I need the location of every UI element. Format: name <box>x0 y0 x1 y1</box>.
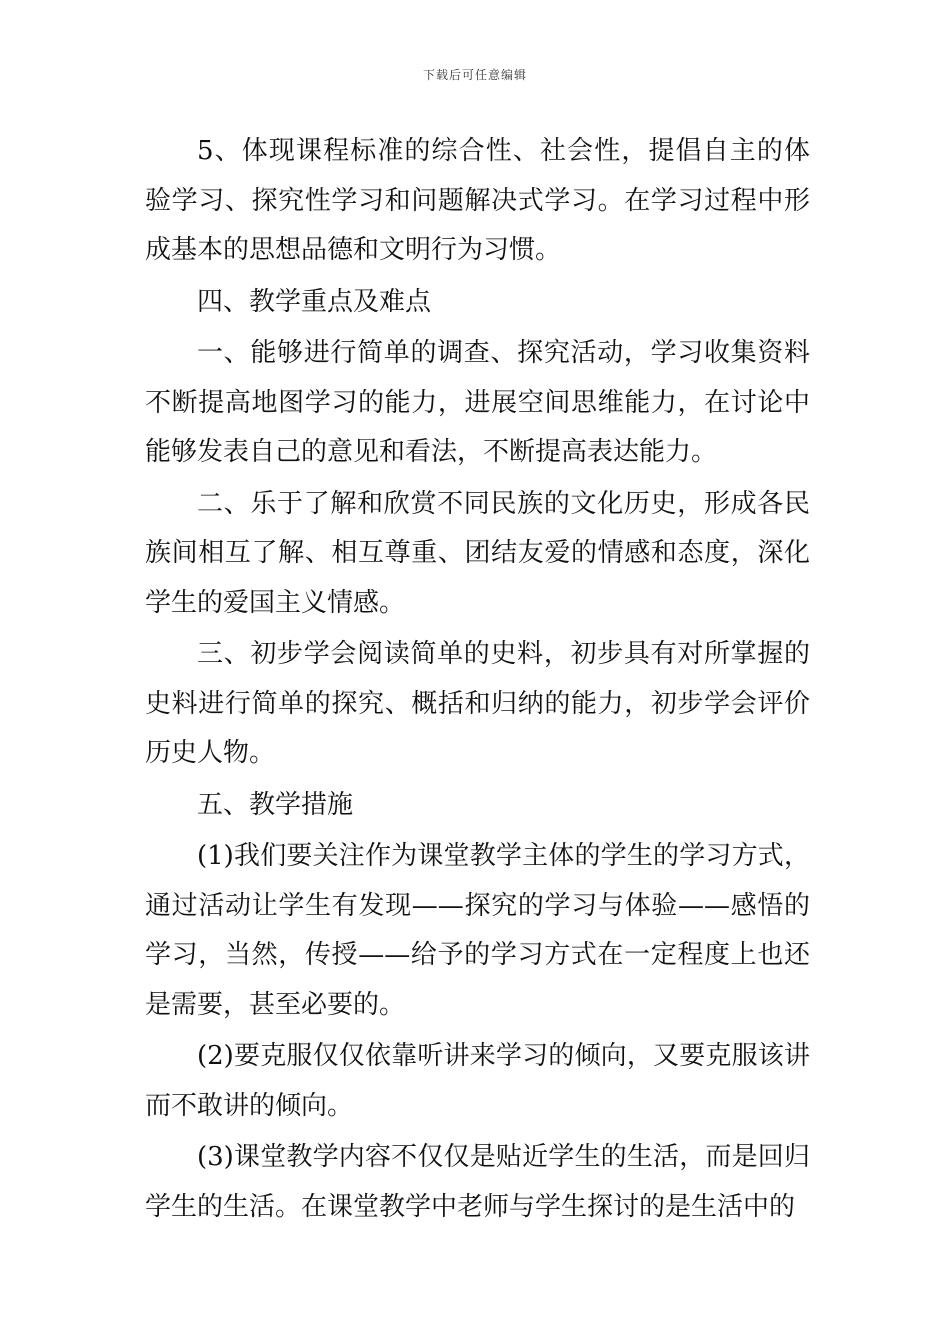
heading-key-points: 四、教学重点及难点 <box>197 286 432 317</box>
paragraph-measure-1: (1)我们要关注作为课堂教学主体的学生的学习方式，通过活动让学生有发现——探究的学习与体验——感悟的学习，当然，传授——给予的学习方式在一定程度上也还是需要，甚至必要的。 <box>145 841 810 1020</box>
paragraph-point-two: 二、乐于了解和欣赏不同民族的文化历史，形成各民族间相互了解、相互尊重、团结友爱的情感和态度，深化学生的爱国主义情感。 <box>145 488 810 618</box>
paragraph-point-one: 一、能够进行简单的调查、探究活动，学习收集资料不断提高地图学习的能力，进展空间思维能力，在讨论中能够发表自己的意见和看法，不断提高表达能力。 <box>145 338 810 467</box>
paragraph-measure-3: (3)课堂教学内容不仅仅是贴近学生的生活，而是回归学生的生活。在课堂教学中老师与学生探讨的是生活中的 <box>145 1142 810 1222</box>
paragraph-standards: 5、体现课程标准的综合性、社会性，提倡自主的体验学习、探究性学习和问题解决式学习。在学习过程中形成基本的思想品德和文明行为习惯。 <box>145 136 810 265</box>
paragraph-point-three: 三、初步学会阅读简单的史料，初步具有对所掌握的史料进行简单的探究、概括和归纳的能力，初步学会评价历史人物。 <box>145 639 810 768</box>
paragraph-measure-2: (2)要克服仅仅依靠听讲来学习的倾向，又要克服该讲而不敢讲的倾向。 <box>145 1041 810 1121</box>
heading-measures: 五、教学措施 <box>197 789 354 820</box>
header-note: 下载后可任意编辑 <box>422 68 527 82</box>
document-body <box>145 127 810 1234</box>
